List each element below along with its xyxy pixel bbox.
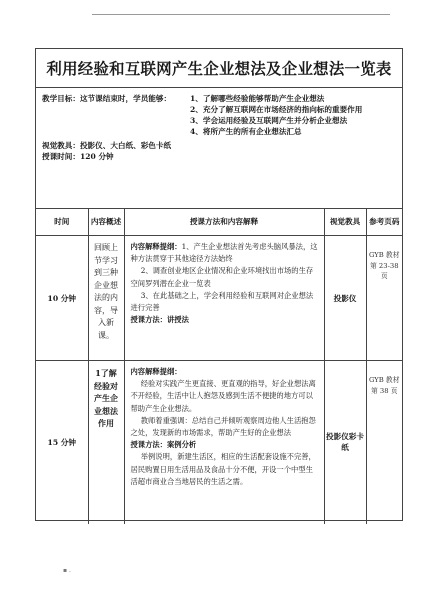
row2-ref: GYB 教材第 38 页 xyxy=(366,361,402,524)
table-row xyxy=(36,236,402,361)
goals-label: 教学目标：这节课结束时，学员能够： xyxy=(42,94,172,103)
goal-line-1 xyxy=(42,93,396,104)
goal-line-4 xyxy=(42,126,396,137)
document-title: 利用经验和互联网产生企业想法及企业想法一览表 xyxy=(46,60,392,78)
row2-time: 15 分钟 xyxy=(36,361,88,524)
class-time-line: 授课时间：120 分钟 xyxy=(42,152,114,161)
schedule-table xyxy=(36,209,402,524)
header-summary: 内容概述 xyxy=(88,209,124,236)
goal-line-2 xyxy=(42,104,396,115)
goal-item-1: 1、了解哪些经验能够帮助产生企业想法 xyxy=(190,94,325,103)
row1-tools: 投影仪 xyxy=(324,236,366,361)
row1-ref: GYB 教材第 23-38 页 xyxy=(366,236,402,361)
header-ref: 参考页码 xyxy=(366,209,402,236)
goal-item-2: 2、充分了解互联网在市场经济的指向标的重要作用 xyxy=(190,105,363,114)
header-time: 时间 xyxy=(36,209,88,236)
row2-tools: 投影仪彩卡纸 xyxy=(324,361,366,524)
title-row xyxy=(36,49,402,88)
goal-item-4: 4、将所产生的所有企业想法汇总 xyxy=(190,127,302,136)
teaching-goals-block xyxy=(36,88,402,209)
footer-mark: ▪ . xyxy=(63,567,71,574)
row2-method: 内容解释提纲： 经验对实践产生更直接、更直观的指导，好企业想法离不开经验，生活中让人抱怨及感到生活不便捷的地方可以帮助产生企业想法。 教师着重强调：总结自己并倾听观察周边他人生活抱怨之处，发现新的市场需求，帮助产生好的企业想法 授课方法：案例分析 举例说明，新建生活区，相应的生活配套设施不完善，居民购置日用生活用品及食品十分不便，开设一个中型生活超市商业合当地居民的生活之需。 xyxy=(124,361,324,524)
header-method: 授课方法和内容解释 xyxy=(124,209,324,236)
row1-method: 内容解释提纲：1、产生企业想法首先考虑头脑风暴法，这种方法贯穿于其他途径方法始终 2、调查创业地区企业情况和企业环境找出市场的生存空间罗列潜在企业一览表 3、在此基础之上，学会利用经验和互联网对企业想法进行完善 授课方法：讲授法 xyxy=(124,236,324,361)
goal-item-3: 3、学会运用经验及互联网产生并分析企业想法 xyxy=(190,116,348,125)
top-rule xyxy=(92,14,390,15)
row1-time: 10 分钟 xyxy=(36,236,88,361)
lesson-plan-sheet xyxy=(35,48,403,521)
row2-summary: 1了解经验对产生企业想法作用 xyxy=(88,361,124,524)
table-header-row xyxy=(36,209,402,236)
header-tools: 视觉教具 xyxy=(324,209,366,236)
table-row xyxy=(36,361,402,524)
row1-summary: 回顾上节学习到三种企业想法的内容，导入新课。 xyxy=(88,236,124,361)
goal-line-3 xyxy=(42,115,396,126)
visual-aids-line: 视觉教具：投影仪、大白纸、彩色卡纸 xyxy=(42,141,172,150)
